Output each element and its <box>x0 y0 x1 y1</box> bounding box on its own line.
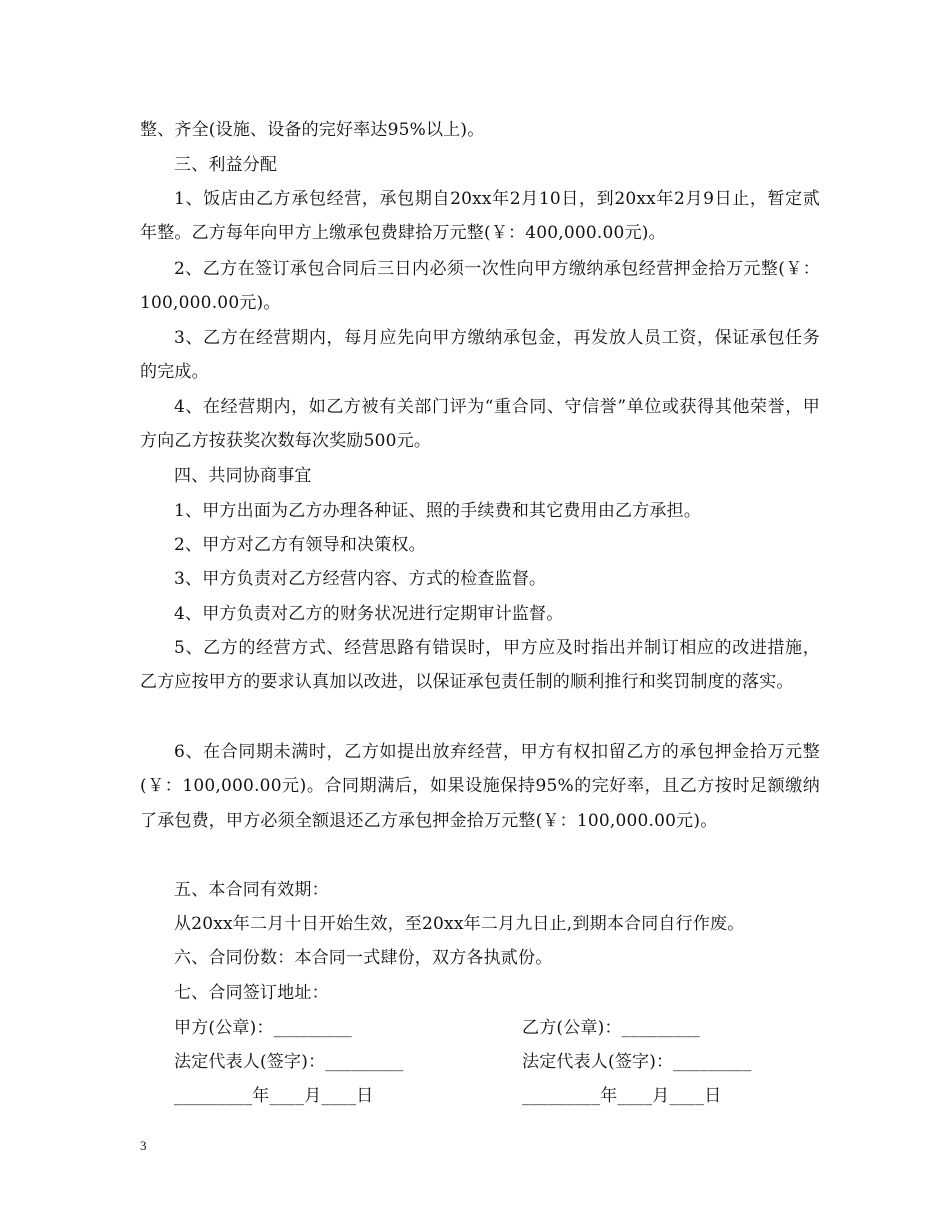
clause-3-3: 3、乙方在经营期内，每月应先向甲方缴纳承包金，再发放人员工资，保证承包任务的完成。 <box>140 328 820 383</box>
section-copies: 六、合同份数：本合同一式肆份，双方各执贰份。 <box>174 948 553 968</box>
clause-4-3: 3、甲方负责对乙方经营内容、方式的检查监督。 <box>174 569 547 589</box>
party-b-representative-line: 法定代表人(签字)：_________ <box>522 1052 752 1072</box>
party-a-seal-line: 甲方(公章)：_________ <box>174 1018 352 1038</box>
party-a-representative-line: 法定代表人(签字)：_________ <box>174 1052 404 1072</box>
clause-4-1: 1、甲方出面为乙方办理各种证、照的手续费和其它费用由乙方承担。 <box>174 501 702 521</box>
paragraph-continuation: 整、齐全(设施、设备的完好率达95%以上)。 <box>140 120 485 140</box>
validity-text: 从20xx年二月十日开始生效，至20xx年二月九日止,到期本合同自行作废。 <box>174 914 745 934</box>
party-b-date-line: _________年____月____日 <box>522 1086 722 1106</box>
section-heading-profit: 三、利益分配 <box>174 155 278 175</box>
clause-3-2: 2、乙方在签订承包合同后三日内必须一次性向甲方缴纳承包经营押金拾万元整(￥：100,000.00元)。 <box>140 259 820 314</box>
section-heading-validity: 五、本合同有效期： <box>174 880 329 900</box>
page-number: 3 <box>140 1138 147 1153</box>
clause-4-2: 2、甲方对乙方有领导和决策权。 <box>174 535 426 555</box>
party-b-seal-line: 乙方(公章)：_________ <box>522 1018 700 1038</box>
clause-4-4: 4、甲方负责对乙方的财务状况进行定期审计监督。 <box>174 604 564 624</box>
section-heading-consult: 四、共同协商事宜 <box>174 466 312 486</box>
party-a-date-line: _________年____月____日 <box>174 1086 374 1106</box>
clause-3-1: 1、饭店由乙方承包经营，承包期自20xx年2月10日，到20xx年2月9日止，暂定贰年整。乙方每年向甲方上缴承包费肆拾万元整(￥：400,000.00元)。 <box>140 189 820 244</box>
section-signing-address: 七、合同签订地址： <box>174 983 329 1003</box>
clause-4-5: 5、乙方的经营方式、经营思路有错误时，甲方应及时指出并制订相应的改进措施，乙方应按甲方的要求认真加以改进，以保证承包责任制的顺利推行和奖罚制度的落实。 <box>140 638 820 693</box>
clause-3-4: 4、在经营期内，如乙方被有关部门评为“重合同、守信誉”单位或获得其他荣誉，甲方向乙方按获奖次数每次奖励500元。 <box>140 397 820 452</box>
clause-4-6: 6、在合同期未满时，乙方如提出放弃经营，甲方有权扣留乙方的承包押金拾万元整(￥：100,000.00元)。合同期满后，如果设施保持95%的完好率，且乙方按时足额缴纳了承包费，甲方必须全额退还乙方承包押金拾万元整(￥：100,000.00元)。 <box>140 742 820 831</box>
